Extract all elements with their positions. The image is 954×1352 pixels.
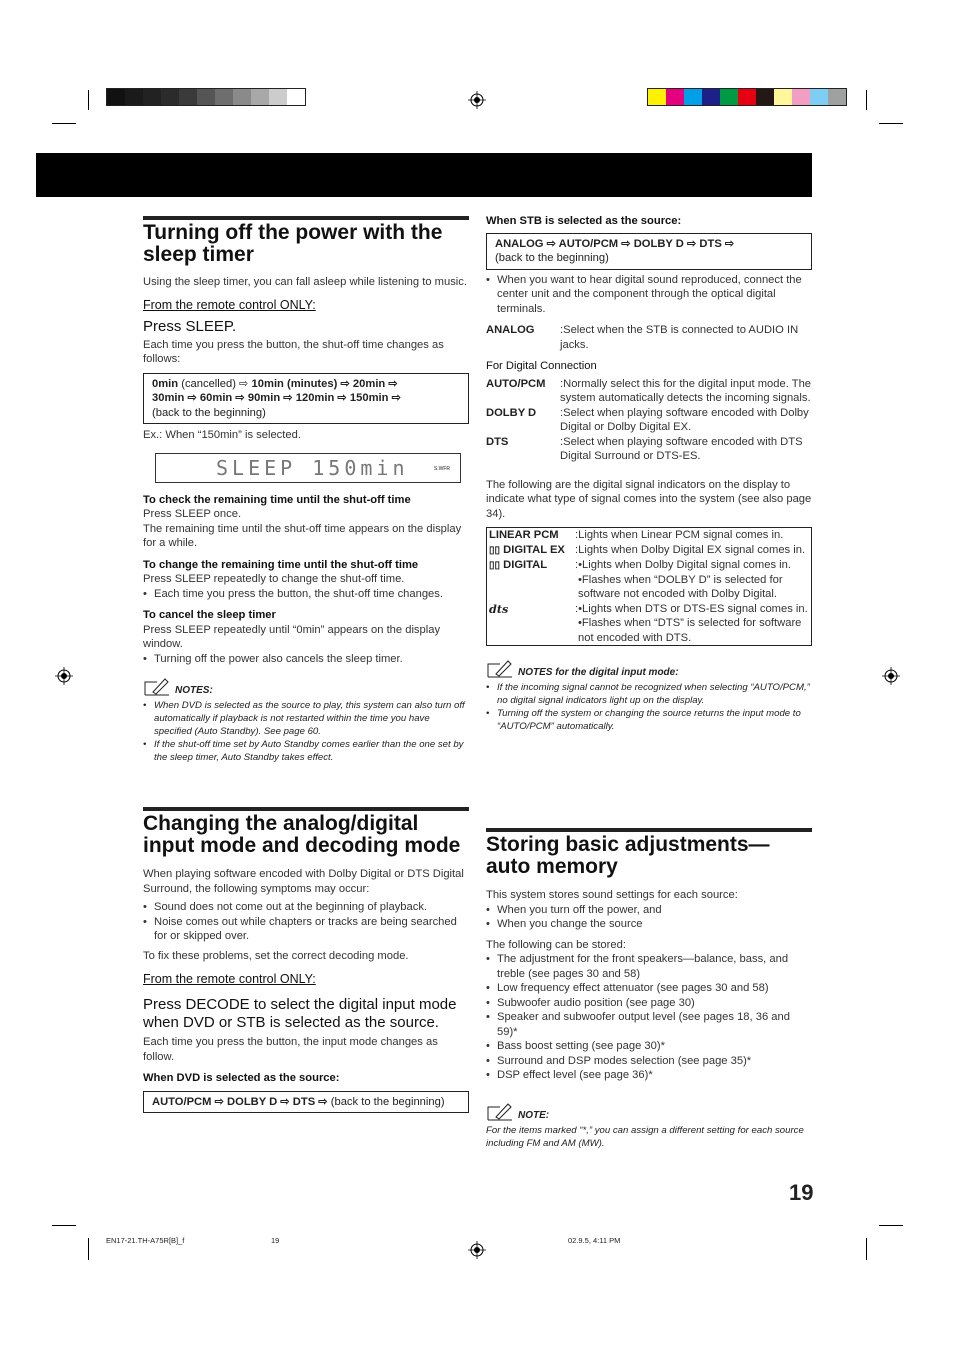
decode-fix: To fix these problems, set the correct decoding mode. xyxy=(143,949,409,962)
digital-notes-header xyxy=(486,658,812,678)
display-window xyxy=(155,453,461,483)
registration-mark-icon xyxy=(882,667,900,685)
sleep-desc: Each time you press the button, the shut-off time changes as follows: xyxy=(143,338,444,365)
dd-key: DIGITAL xyxy=(503,559,548,571)
dd-value-1: :•Lights when Dolby Digital signal comes in. xyxy=(575,559,791,571)
stored-3: • Subwoofer audio position (see page 30) xyxy=(486,996,812,1011)
change-heading: To change the remaining time until the shut-off time xyxy=(143,558,419,571)
crop-mark xyxy=(866,1238,867,1260)
indicator-box xyxy=(486,527,812,646)
analog-key: ANALOG xyxy=(486,324,535,336)
crop-mark xyxy=(88,1238,89,1260)
color-swatch xyxy=(792,89,810,105)
check-text-1: Press SLEEP once. xyxy=(143,508,242,520)
color-swatch xyxy=(269,89,287,105)
change-text-1: Press SLEEP repeatedly to change the shut-off time. xyxy=(143,573,405,585)
lpcm-value: :Lights when Linear PCM signal comes in. xyxy=(575,529,784,541)
crop-mark xyxy=(879,1225,903,1226)
color-swatch xyxy=(179,89,197,105)
dts-term xyxy=(486,435,812,464)
stb-sequence-box xyxy=(486,233,812,270)
color-swatch xyxy=(666,89,684,105)
stored-intro: The following can be stored: xyxy=(486,938,626,951)
dts-value: :Select when playing software encoded with DTS Digital Surround or DTS-ES. xyxy=(560,435,803,462)
color-swatch xyxy=(107,89,125,105)
cancel-heading: To cancel the sleep timer xyxy=(143,609,276,621)
sleep-timer-heading: Turning off the power with the sleep timer xyxy=(143,216,469,266)
sleep-sequence-box xyxy=(143,373,469,425)
dex-value: :Lights when Dolby Digital EX signal comes in. xyxy=(575,543,806,556)
lpcm-key: LINEAR PCM xyxy=(489,529,559,541)
notes-header xyxy=(143,676,469,696)
dolbyd-key: DOLBY D xyxy=(486,406,537,419)
notes-pencil-icon xyxy=(486,658,514,678)
indicators-intro: The following are the digital signal indicators on the display to indicate what type of signal comes into the system (see also page 34). xyxy=(486,478,812,520)
dvd-seq-back: (back to the beginning) xyxy=(327,1095,445,1108)
check-text-2: The remaining time until the shut-off time appears on the display for a while. xyxy=(143,522,462,549)
analog-value: :Select when the STB is connected to AUDIO IN jacks. xyxy=(560,324,799,351)
remote-only-label-2: From the remote control ONLY: xyxy=(143,972,316,986)
digital-note-2: • Turning off the system or changing the source returns the input mode to “AUTO/PCM” automatically. xyxy=(486,707,812,733)
decode-bullet-1: • Sound does not come out at the beginning of playback. xyxy=(143,900,469,915)
dex-key: DIGITAL EX xyxy=(503,543,565,556)
press-sleep: Press SLEEP. xyxy=(143,317,237,335)
footer-file: EN17-21.TH-A75R[B]_f xyxy=(106,1236,185,1245)
color-swatch xyxy=(828,89,846,105)
notes-pencil-icon xyxy=(486,1101,514,1121)
seq-line3: (back to the beginning) xyxy=(152,406,266,419)
dvd-seq: AUTO/PCM ⇨ DOLBY D ⇨ DTS ⇨ xyxy=(152,1095,328,1108)
memory-intro: This system stores sound settings for each source: xyxy=(486,889,738,901)
decode-heading: Changing the analog/digital input mode and decoding mode xyxy=(143,807,469,857)
right-column xyxy=(486,214,812,733)
crop-mark xyxy=(866,90,867,110)
right-column-lower xyxy=(486,828,812,1150)
color-swatch xyxy=(702,89,720,105)
decode-desc: Each time you press the button, the input mode changes as follow. xyxy=(143,1036,438,1063)
dd-value-2: •Flashes when “DOLBY D” is selected for software not encoded with Dolby Digital. xyxy=(578,573,783,600)
registration-mark-icon xyxy=(468,1241,486,1259)
color-swatch xyxy=(648,89,666,105)
stored-4: • Speaker and subwoofer output level (see pages 18, 36 and 59)* xyxy=(486,1010,812,1039)
stored-6: • Surround and DSP modes selection (see page 35)* xyxy=(486,1054,812,1069)
registration-mark-icon xyxy=(468,91,486,109)
color-swatch xyxy=(774,89,792,105)
memory-note-label: NOTE: xyxy=(518,1109,550,1121)
digital-notes-label: NOTES for the digital input mode: xyxy=(518,667,679,678)
press-decode: Press DECODE to select the digital input mode when DVD or STB is selected as the source. xyxy=(143,996,457,1031)
memory-note: For the items marked “*,” you can assign a different setting for each source including FM and AM (MW). xyxy=(486,1124,804,1149)
dolby-logo-icon: ▯▯ xyxy=(489,544,501,556)
crop-mark xyxy=(879,123,903,124)
seq-cancelled: (cancelled) ⇨ xyxy=(178,377,252,390)
indicator-linear-pcm xyxy=(489,528,809,543)
color-swatch xyxy=(720,89,738,105)
indicator-dts xyxy=(489,602,809,646)
display-indicator: S.WFR xyxy=(433,465,450,472)
dvd-sequence-box xyxy=(143,1091,469,1114)
stb-seq-back: (back to the beginning) xyxy=(495,252,609,264)
dts-key: DTS xyxy=(486,435,509,448)
indicator-digital xyxy=(489,558,809,602)
color-swatch xyxy=(197,89,215,105)
for-digital-label: For Digital Connection xyxy=(486,360,597,372)
footer-page: 19 xyxy=(271,1236,280,1245)
color-swatch xyxy=(125,89,143,105)
stored-5: • Bass boost setting (see page 30)* xyxy=(486,1039,812,1054)
sleep-example: Ex.: When “150min” is selected. xyxy=(143,429,301,441)
sleep-intro: Using the sleep timer, you can fall asleep while listening to music. xyxy=(143,276,467,288)
crop-mark xyxy=(52,123,76,124)
digital-note-1: • If the incoming signal cannot be recognized when selecting “AUTO/PCM,” no digital signal indicators light up on the display. xyxy=(486,681,812,707)
color-swatch xyxy=(684,89,702,105)
registration-mark-icon xyxy=(55,667,73,685)
change-text-2: • Each time you press the button, the shut-off time changes. xyxy=(143,587,469,602)
indicator-digital-ex xyxy=(489,543,809,559)
grayscale-color-bar xyxy=(106,88,306,106)
seq-line2: 30min ⇨ 60min ⇨ 90min ⇨ 120min ⇨ 150min ⇨ xyxy=(152,392,401,404)
cancel-text-1: Press SLEEP repeatedly until “0min” appears on the display window. xyxy=(143,623,441,650)
memory-item-2: • When you change the source xyxy=(486,917,812,932)
autopcm-key: AUTO/PCM xyxy=(486,377,546,390)
decode-intro: When playing software encoded with Dolby Digital or DTS Digital Surround, the following symptoms may occur: xyxy=(143,868,464,895)
decode-bullet-2: • Noise comes out while chapters or tracks are being searched for or skipped over. xyxy=(143,915,469,944)
color-swatch xyxy=(233,89,251,105)
remote-only-label: From the remote control ONLY: xyxy=(143,297,316,312)
memory-note-header xyxy=(486,1101,812,1121)
color-swatch xyxy=(287,89,305,105)
stored-2: • Low frequency effect attenuator (see pages 30 and 58) xyxy=(486,981,812,996)
dolbyd-value: :Select when playing software encoded with Dolby Digital or Dolby Digital EX. xyxy=(560,406,809,433)
page-number: 19 xyxy=(789,1180,814,1205)
dolbyd-term xyxy=(486,406,812,435)
color-swatch xyxy=(756,89,774,105)
dvd-source-heading: When DVD is selected as the source: xyxy=(143,1072,340,1084)
dts-value-2: •Flashes when “DTS” is selected for software not encoded with DTS. xyxy=(578,617,802,644)
seq-line1: 10min (minutes) ⇨ 20min ⇨ xyxy=(251,377,398,390)
analog-term xyxy=(486,323,812,352)
left-column xyxy=(143,216,469,764)
color-swatch xyxy=(143,89,161,105)
display-text: SLEEP 150min xyxy=(216,455,409,480)
notes-label: NOTES: xyxy=(175,685,213,696)
cancel-text-2: • Turning off the power also cancels the sleep timer. xyxy=(143,652,469,667)
color-swatch xyxy=(810,89,828,105)
stb-source-heading: When STB is selected as the source: xyxy=(486,215,682,227)
memory-item-1: • When you turn off the power, and xyxy=(486,903,812,918)
seq-0min: 0min xyxy=(152,377,179,390)
footer-date: 02.9.5, 4:11 PM xyxy=(568,1236,621,1245)
stored-7: • DSP effect level (see page 36)* xyxy=(486,1068,812,1083)
autopcm-term xyxy=(486,377,812,406)
stb-bullet: • When you want to hear digital sound reproduced, connect the center unit and the component through the optical digital terminals. xyxy=(486,273,812,317)
left-column-lower xyxy=(143,807,469,1113)
note-1: • When DVD is selected as the source to play, this system can also turn off automatically if playback is not restarted within the time you have specified (Auto Standby). See page 60. xyxy=(143,699,469,738)
crop-mark xyxy=(88,90,89,110)
crop-mark xyxy=(52,1225,76,1226)
dts-value-1: :•Lights when DTS or DTS-ES signal comes in. xyxy=(575,602,808,615)
dts-logo: dts xyxy=(489,601,509,616)
note-2: • If the shut-off time set by Auto Standby comes earlier than the one set by the sleep timer, Auto Standby takes effect. xyxy=(143,738,469,764)
check-heading: To check the remaining time until the shut-off time xyxy=(143,493,411,506)
stb-seq: ANALOG ⇨ AUTO/PCM ⇨ DOLBY D ⇨ DTS ⇨ xyxy=(495,237,735,250)
color-swatch xyxy=(251,89,269,105)
color-bar xyxy=(647,88,847,106)
dolby-logo-icon: ▯▯ xyxy=(489,560,501,571)
color-swatch xyxy=(161,89,179,105)
header-band xyxy=(36,153,812,197)
notes-pencil-icon xyxy=(143,676,171,696)
color-swatch xyxy=(215,89,233,105)
auto-memory-heading: Storing basic adjustments—auto memory xyxy=(486,828,812,878)
color-swatch xyxy=(738,89,756,105)
stored-1: • The adjustment for the front speakers—balance, bass, and treble (see pages 30 and 58) xyxy=(486,952,812,981)
autopcm-value: :Normally select this for the digital input mode. The system automatically detects the incoming signals. xyxy=(560,377,812,404)
